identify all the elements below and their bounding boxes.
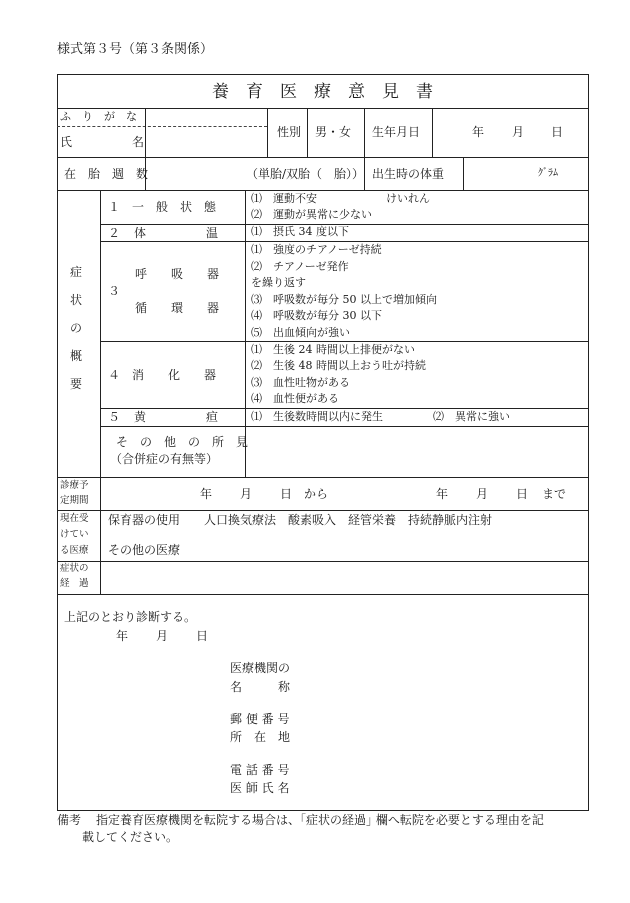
diagnosis-day: 日	[196, 629, 209, 643]
jaundice-label-word2: 疸	[206, 410, 219, 424]
general-state-label: １ 一 般 状 態	[108, 200, 217, 214]
other-findings-label: そ の 他 の 所 見	[116, 435, 249, 449]
resp-item-2b: を繰り返す	[251, 276, 306, 289]
birth-month-label: 月	[512, 125, 525, 139]
gestation-label: 在 胎 週 数	[64, 167, 149, 181]
digest-item-2: ⑵ 生後 48 時間以上おう吐が持続	[251, 359, 426, 372]
digest-label: ４ 消 化 器	[108, 368, 217, 382]
resp-item-5: ⑸ 出血傾向が強い	[251, 326, 350, 339]
remarks-line-1: 指定養育医療機関を転院する場合は、｢症状の経過｣ 欄へ転院を必要とする理由を記	[96, 813, 544, 827]
birthdate-label: 生年月日	[372, 125, 421, 139]
digest-item-1: ⑴ 生後 24 時間以上排便がない	[251, 343, 415, 356]
complications-label: （合併症の有無等）	[110, 452, 219, 466]
course-label-1: 症状の	[60, 563, 89, 574]
period-to-month: 月	[476, 487, 489, 501]
sex-options[interactable]: 男・女	[315, 125, 352, 139]
period-to-day: 日	[516, 487, 529, 501]
jaundice-item-2: ⑵ 異常に強い	[433, 410, 510, 423]
remarks-label: 備考	[57, 813, 82, 827]
digest-item-3: ⑶ 血性吐物がある	[251, 376, 350, 389]
period-label-1: 診療予	[60, 480, 89, 491]
temp-label-num: ２	[108, 226, 121, 240]
general-item-1: ⑴ 運動不安	[251, 192, 317, 205]
furigana-label: ふ り が な	[60, 110, 137, 123]
diagnosis-statement: 上記のとおり診断する。	[64, 610, 197, 624]
resp-item-4: ⑷ 呼吸数が毎分 30 以下	[251, 309, 382, 322]
doctor-name-label: 医 師 氏 名	[230, 781, 290, 795]
other-findings-field[interactable]	[246, 427, 588, 477]
jaundice-label-word: 黄	[134, 410, 147, 424]
symptoms-header: 症 状 の 概 要	[70, 265, 83, 391]
sex-label: 性別	[277, 125, 302, 139]
institution-label-1: 医療機関の	[230, 661, 291, 675]
birth-type[interactable]: （単胎/双胎（ 胎））	[246, 167, 365, 181]
temp-label-word: 体	[134, 226, 147, 240]
course-label-2: 経 過	[60, 578, 89, 589]
postal-code-label: 郵 便 番 号	[230, 712, 290, 726]
period-to-year: 年	[436, 487, 449, 501]
name-label: 氏 名	[60, 135, 145, 149]
temp-label-word2: 温	[206, 226, 219, 240]
period-from: から	[304, 487, 329, 501]
form-title: 養 育 医 療 意 見 書	[212, 82, 433, 102]
diagnosis-month: 月	[156, 629, 169, 643]
current-treatments[interactable]: 保育器の使用 人口換気療法 酸素吸入 経管栄養 持続静脈内注射	[108, 513, 493, 527]
current-label-3: る医療	[60, 545, 89, 556]
phone-label: 電 話 番 号	[230, 763, 290, 777]
resp-item-2: ⑵ チアノーゼ発作	[251, 260, 349, 273]
resp-label: 呼 吸 器	[135, 267, 220, 281]
institution-label-2: 名 称	[230, 680, 291, 694]
current-label-1: 現在受	[60, 513, 89, 524]
form-number: 様式第３号（第３条関係）	[57, 42, 214, 57]
course-field[interactable]	[101, 562, 588, 594]
diagnosis-year: 年	[116, 629, 129, 643]
name-field[interactable]	[146, 128, 266, 156]
general-item-seizure: けいれん	[386, 192, 430, 205]
general-item-2: ⑵ 運動が異常に少ない	[251, 208, 372, 221]
period-to: まで	[542, 487, 567, 501]
resp-item-1: ⑴ 強度のチアノーゼ持続	[251, 243, 382, 256]
digest-item-4: ⑷ 血性便がある	[251, 392, 339, 405]
period-label-2: 定期間	[60, 495, 89, 506]
period-from-day: 日	[280, 487, 293, 501]
current-other: その他の医療	[108, 543, 181, 557]
remarks-line-2: 載してください。	[82, 830, 179, 844]
jaundice-label-num: ５	[108, 410, 121, 424]
period-from-year: 年	[200, 487, 213, 501]
resp-item-3: ⑶ 呼吸数が毎分 50 以上で増加傾向	[251, 293, 437, 306]
address-label: 所 在 地	[230, 730, 291, 744]
period-from-month: 月	[240, 487, 253, 501]
birth-day-label: 日	[551, 125, 564, 139]
temp-item: ⑴ 摂氏 34 度以下	[251, 225, 349, 238]
resp-num: ３	[108, 284, 121, 298]
weight-unit: ｸﾞﾗﾑ	[538, 168, 558, 179]
furigana-field[interactable]	[146, 109, 266, 125]
jaundice-item-1: ⑴ 生後数時間以内に発生	[251, 410, 383, 423]
current-label-2: けてい	[60, 529, 89, 540]
circ-label: 循 環 器	[135, 301, 220, 315]
birth-year-label: 年	[472, 125, 485, 139]
birth-weight-label: 出生時の体重	[372, 167, 445, 181]
